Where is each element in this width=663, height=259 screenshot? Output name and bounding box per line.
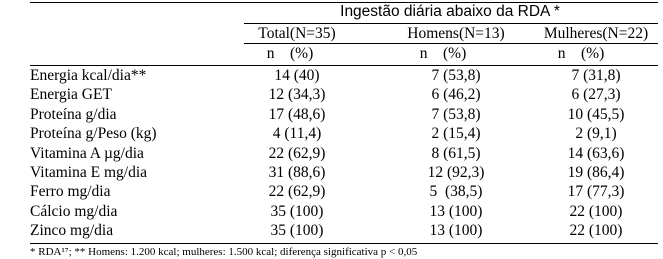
row-label: Vitamina E mg/dia xyxy=(30,164,148,181)
row-label: Energia GET xyxy=(30,86,112,104)
cell-homens: 5 (38,5) xyxy=(429,183,483,201)
cell-mulheres: 7 (31,8) xyxy=(571,67,621,84)
cell-mulheres: 14 (63,6) xyxy=(567,144,625,162)
cell-total: 4 (11,4) xyxy=(272,125,322,143)
cell-total: 35 (100) xyxy=(270,202,324,220)
subheader-mulheres: n (%) xyxy=(557,45,605,62)
cell-homens: 7 (53,8) xyxy=(431,67,481,84)
table-bottom-rule xyxy=(30,243,658,244)
cell-total: 22 (62,9) xyxy=(268,183,326,201)
cell-mulheres: 22 (100) xyxy=(569,202,623,220)
cell-total: 22 (62,9) xyxy=(268,144,326,162)
row-label: Cálcio mg/dia xyxy=(30,202,118,220)
cell-homens: 7 (53,8) xyxy=(431,105,481,123)
column-header-total: Total(N=35) xyxy=(258,25,336,42)
row-label: Ferro mg/dia xyxy=(30,183,111,201)
table-footnote: * RDA¹⁷; ** Homens: 1.200 kcal; mulheres: 1.500 kcal; diferença significativa p < 0,05 xyxy=(30,246,418,258)
subheader-total: n (%) xyxy=(266,45,314,62)
group-header: Ingestão diária abaixo da RDA * xyxy=(340,3,560,20)
cell-homens: 8 (61,5) xyxy=(431,144,481,162)
cell-homens: 12 (92,3) xyxy=(427,164,485,181)
cell-mulheres: 22 (100) xyxy=(569,222,623,240)
cell-mulheres: 19 (86,4) xyxy=(567,164,625,181)
cell-total: 14 (40) xyxy=(274,67,320,84)
column-header-rule xyxy=(244,43,658,44)
cell-homens: 2 (15,4) xyxy=(431,125,481,143)
cell-total: 35 (100) xyxy=(270,222,324,240)
header-bottom-rule xyxy=(30,65,658,66)
row-label: Proteína g/dia xyxy=(30,105,117,123)
column-header-mulheres: Mulheres(N=22) xyxy=(543,25,649,42)
cell-homens: 13 (100) xyxy=(429,222,483,240)
group-header-rule xyxy=(244,23,658,24)
row-label: Proteína g/Peso (kg) xyxy=(30,125,157,143)
row-label: Energia kcal/dia** xyxy=(30,67,147,84)
row-label: Vitamina A µg/dia xyxy=(30,144,144,162)
cell-mulheres: 6 (27,3) xyxy=(571,86,621,104)
cell-total: 12 (34,3) xyxy=(268,86,326,104)
cell-homens: 6 (46,2) xyxy=(431,86,481,104)
cell-total: 31 (88,6) xyxy=(268,164,326,181)
column-header-homens: Homens(N=13) xyxy=(407,25,505,42)
cell-mulheres: 10 (45,5) xyxy=(567,105,625,123)
cell-mulheres: 17 (77,3) xyxy=(567,183,625,201)
cell-mulheres: 2 (9,1) xyxy=(575,125,617,143)
row-label: Zinco mg/dia xyxy=(30,222,114,240)
cell-homens: 13 (100) xyxy=(429,202,483,220)
cell-total: 17 (48,6) xyxy=(268,105,326,123)
subheader-homens: n (%) xyxy=(419,45,467,62)
